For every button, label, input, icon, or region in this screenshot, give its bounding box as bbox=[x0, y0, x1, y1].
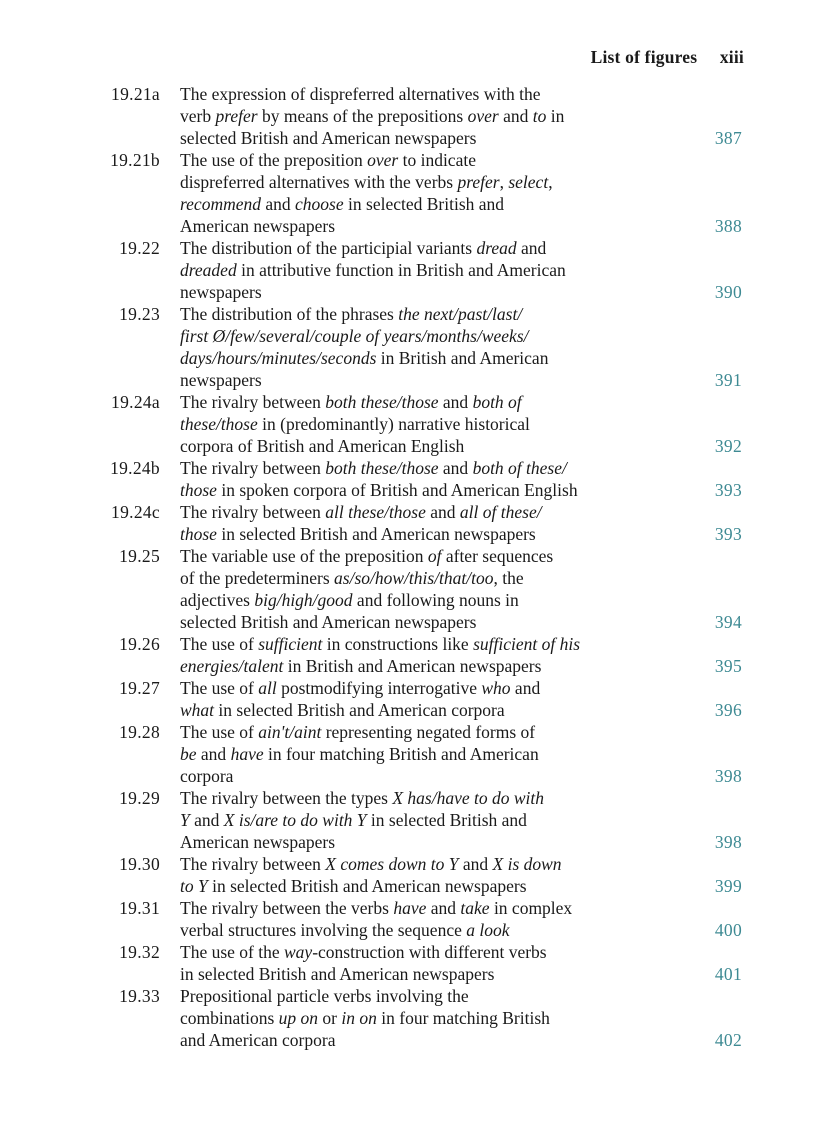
caption-italic-segment: first Ø/few/several/couple of years/months/weeks/ bbox=[180, 326, 529, 346]
caption-segment: representing negated forms of bbox=[321, 722, 536, 742]
caption-line bbox=[180, 171, 648, 193]
caption-line bbox=[180, 281, 648, 303]
caption-line bbox=[180, 655, 648, 677]
figure-caption bbox=[180, 853, 648, 897]
caption-segment: in British and American newspapers bbox=[283, 656, 542, 676]
caption-segment: Prepositional particle verbs involving the bbox=[180, 986, 469, 1006]
caption-italic-segment: recommend bbox=[180, 194, 261, 214]
caption-line bbox=[180, 105, 648, 127]
caption-italic-segment: X comes down to Y bbox=[325, 854, 459, 874]
caption-segment: -construction with different verbs bbox=[312, 942, 547, 962]
figure-caption bbox=[180, 501, 648, 545]
caption-italic-segment: to Y bbox=[180, 876, 208, 896]
caption-segment: corpora bbox=[180, 766, 234, 786]
figure-page-link[interactable]: 393 bbox=[714, 524, 742, 544]
caption-line bbox=[180, 743, 648, 765]
caption-italic-segment: be bbox=[180, 744, 197, 764]
caption-segment: in constructions like bbox=[322, 634, 474, 654]
figure-page-link[interactable]: 395 bbox=[714, 656, 742, 676]
caption-segment: The rivalry between bbox=[180, 854, 326, 874]
caption-segment: and bbox=[189, 810, 224, 830]
caption-segment: in selected British and American newspapers bbox=[180, 964, 495, 984]
caption-segment: The use of the preposition bbox=[180, 150, 368, 170]
caption-italic-segment: up on bbox=[278, 1008, 319, 1028]
caption-italic-segment: prefer bbox=[457, 172, 500, 192]
figure-list bbox=[0, 83, 816, 1051]
figure-caption bbox=[180, 83, 648, 149]
caption-segment: in selected British and bbox=[343, 194, 505, 214]
caption-italic-segment: a look bbox=[466, 920, 510, 940]
caption-italic-segment: who bbox=[481, 678, 511, 698]
figure-page-link[interactable]: 392 bbox=[714, 436, 742, 456]
caption-segment: in complex bbox=[489, 898, 573, 918]
caption-segment: The rivalry between the types bbox=[180, 788, 393, 808]
caption-italic-segment: all bbox=[258, 678, 277, 698]
figure-entry bbox=[0, 457, 816, 501]
figure-entry bbox=[0, 391, 816, 457]
caption-italic-segment: in on bbox=[341, 1008, 377, 1028]
caption-segment: American newspapers bbox=[180, 832, 336, 852]
caption-italic-segment: all of these/ bbox=[459, 502, 542, 522]
caption-line bbox=[180, 831, 648, 853]
figure-number: 19.23 bbox=[119, 304, 160, 324]
figure-number: 19.26 bbox=[119, 634, 160, 654]
caption-segment: in British and American bbox=[376, 348, 549, 368]
caption-segment: , the bbox=[493, 568, 524, 588]
caption-segment: to indicate bbox=[398, 150, 476, 170]
caption-segment: and bbox=[196, 744, 231, 764]
figure-entry bbox=[0, 545, 816, 633]
figure-caption bbox=[180, 237, 648, 303]
caption-segment: adjectives bbox=[180, 590, 255, 610]
caption-line bbox=[180, 589, 648, 611]
figure-page-link[interactable]: 391 bbox=[714, 370, 742, 390]
figure-caption bbox=[180, 985, 648, 1051]
caption-italic-segment: dread bbox=[476, 238, 517, 258]
caption-italic-segment: as/so/how/this/that/too bbox=[334, 568, 494, 588]
figure-page-link[interactable]: 398 bbox=[714, 766, 742, 786]
caption-segment: The use of bbox=[180, 634, 259, 654]
caption-italic-segment: prefer bbox=[215, 106, 258, 126]
caption-segment: The use of bbox=[180, 722, 259, 742]
caption-segment: dispreferred alternatives with the verbs bbox=[180, 172, 458, 192]
caption-italic-segment: energies/talent bbox=[180, 656, 284, 676]
caption-line bbox=[180, 809, 648, 831]
caption-italic-segment: way bbox=[284, 942, 313, 962]
caption-segment: and American corpora bbox=[180, 1030, 336, 1050]
caption-italic-segment: sufficient bbox=[258, 634, 323, 654]
caption-segment: in selected British and American newspapers bbox=[207, 876, 527, 896]
caption-segment: and following nouns in bbox=[352, 590, 519, 610]
caption-line bbox=[180, 193, 648, 215]
figure-page-link[interactable]: 400 bbox=[714, 920, 742, 940]
figure-entry bbox=[0, 303, 816, 391]
caption-line bbox=[180, 567, 648, 589]
figure-number: 19.30 bbox=[119, 854, 160, 874]
figure-entry bbox=[0, 149, 816, 237]
figure-page-link[interactable]: 401 bbox=[714, 964, 742, 984]
caption-line bbox=[180, 919, 648, 941]
figure-caption bbox=[180, 545, 648, 633]
caption-line bbox=[180, 347, 648, 369]
figure-caption bbox=[180, 941, 648, 985]
figure-number: 19.25 bbox=[119, 546, 160, 566]
caption-line bbox=[180, 941, 648, 963]
caption-segment: The use of bbox=[180, 678, 259, 698]
figure-number: 19.33 bbox=[119, 986, 160, 1006]
caption-italic-segment: X has/have to do with bbox=[392, 788, 545, 808]
caption-italic-segment: have bbox=[393, 898, 427, 918]
caption-segment: and bbox=[426, 898, 461, 918]
caption-segment: The rivalry between the verbs bbox=[180, 898, 394, 918]
caption-line bbox=[180, 699, 648, 721]
caption-segment: or bbox=[318, 1008, 342, 1028]
caption-segment: in spoken corpora of British and American English bbox=[216, 480, 578, 500]
caption-line bbox=[180, 545, 648, 567]
caption-segment: in four matching British and American bbox=[263, 744, 539, 764]
caption-italic-segment: ain't/aint bbox=[258, 722, 322, 742]
caption-italic-segment: big/high/good bbox=[254, 590, 353, 610]
caption-segment: The distribution of the phrases bbox=[180, 304, 399, 324]
caption-line bbox=[180, 83, 648, 105]
caption-segment: in selected British and American newspapers bbox=[216, 524, 536, 544]
caption-segment: verbal structures involving the sequence bbox=[180, 920, 467, 940]
caption-italic-segment: to bbox=[532, 106, 547, 126]
figure-caption bbox=[180, 303, 648, 391]
figure-page-link[interactable]: 399 bbox=[714, 876, 742, 896]
caption-italic-segment: these/those bbox=[180, 414, 258, 434]
caption-italic-segment: choose bbox=[295, 194, 344, 214]
figure-entry bbox=[0, 633, 816, 677]
caption-segment: American newspapers bbox=[180, 216, 336, 236]
figure-number: 19.24a bbox=[111, 392, 160, 412]
running-head-page-number: xiii bbox=[719, 47, 744, 67]
figure-entry bbox=[0, 721, 816, 787]
caption-segment: The use of the bbox=[180, 942, 284, 962]
caption-line bbox=[180, 435, 648, 457]
caption-italic-segment: have bbox=[230, 744, 264, 764]
caption-line bbox=[180, 677, 648, 699]
caption-italic-segment: both of bbox=[472, 392, 522, 412]
running-head bbox=[591, 47, 744, 68]
caption-segment: The rivalry between bbox=[180, 392, 326, 412]
caption-line bbox=[180, 523, 648, 545]
caption-segment: in (predominantly) narrative historical bbox=[257, 414, 530, 434]
figure-number: 19.29 bbox=[119, 788, 160, 808]
caption-line bbox=[180, 787, 648, 809]
figure-number: 19.21b bbox=[110, 150, 160, 170]
figure-caption bbox=[180, 721, 648, 787]
figure-page-link[interactable]: 402 bbox=[714, 1030, 742, 1050]
figure-caption bbox=[180, 633, 648, 677]
figure-entry bbox=[0, 501, 816, 545]
figure-entry bbox=[0, 83, 816, 149]
figure-caption bbox=[180, 391, 648, 457]
caption-line bbox=[180, 391, 648, 413]
caption-segment: newspapers bbox=[180, 282, 262, 302]
caption-italic-segment: select bbox=[508, 172, 549, 192]
figure-page-link[interactable]: 396 bbox=[714, 700, 742, 720]
caption-italic-segment: both these/those bbox=[325, 392, 439, 412]
caption-italic-segment: those bbox=[180, 524, 217, 544]
figure-entry bbox=[0, 941, 816, 985]
caption-segment: by means of the prepositions bbox=[257, 106, 468, 126]
caption-line bbox=[180, 325, 648, 347]
caption-line bbox=[180, 303, 648, 325]
caption-italic-segment: take bbox=[460, 898, 490, 918]
caption-segment: after sequences bbox=[441, 546, 554, 566]
figure-number: 19.24b bbox=[110, 458, 160, 478]
caption-segment: in four matching British bbox=[376, 1008, 550, 1028]
figure-page-link[interactable]: 393 bbox=[714, 480, 742, 500]
caption-italic-segment: Y bbox=[180, 810, 190, 830]
caption-segment: in attributive function in British and American bbox=[236, 260, 566, 280]
caption-italic-segment: both of these/ bbox=[472, 458, 567, 478]
caption-line bbox=[180, 215, 648, 237]
figure-number: 19.28 bbox=[119, 722, 160, 742]
caption-line bbox=[180, 611, 648, 633]
figure-page-link[interactable]: 387 bbox=[714, 128, 742, 148]
figure-page-link[interactable]: 394 bbox=[714, 612, 742, 632]
caption-line bbox=[180, 413, 648, 435]
caption-segment: selected British and American newspapers bbox=[180, 128, 477, 148]
caption-segment: and bbox=[498, 106, 533, 126]
caption-italic-segment: sufficient of his bbox=[473, 634, 581, 654]
caption-segment: and bbox=[516, 238, 547, 258]
caption-italic-segment: over bbox=[367, 150, 399, 170]
caption-italic-segment: days/hours/minutes/seconds bbox=[180, 348, 377, 368]
figure-entry bbox=[0, 853, 816, 897]
caption-segment: and bbox=[261, 194, 296, 214]
caption-italic-segment: of bbox=[427, 546, 442, 566]
caption-line bbox=[180, 721, 648, 743]
figure-entry bbox=[0, 897, 816, 941]
figure-number: 19.32 bbox=[119, 942, 160, 962]
caption-segment: , bbox=[548, 172, 553, 192]
caption-segment: postmodifying interrogative bbox=[276, 678, 482, 698]
caption-line bbox=[180, 765, 648, 787]
figure-entry bbox=[0, 677, 816, 721]
caption-segment: in selected British and bbox=[366, 810, 527, 830]
figure-number: 19.24c bbox=[111, 502, 160, 522]
caption-line bbox=[180, 875, 648, 897]
figure-caption bbox=[180, 677, 648, 721]
caption-segment: in bbox=[546, 106, 565, 126]
caption-segment: The rivalry between bbox=[180, 458, 326, 478]
figure-page-link[interactable]: 390 bbox=[714, 282, 742, 302]
figure-page-link[interactable]: 388 bbox=[714, 216, 742, 236]
caption-segment: The distribution of the participial variants bbox=[180, 238, 477, 258]
caption-line bbox=[180, 237, 648, 259]
caption-italic-segment: X is/are to do with Y bbox=[223, 810, 367, 830]
caption-line bbox=[180, 985, 648, 1007]
caption-line bbox=[180, 633, 648, 655]
caption-segment: verb bbox=[180, 106, 216, 126]
running-head-title: List of figures bbox=[590, 47, 698, 67]
figure-number: 19.21a bbox=[111, 84, 160, 104]
figure-entry bbox=[0, 985, 816, 1051]
caption-segment: selected British and American newspapers bbox=[180, 612, 477, 632]
caption-line bbox=[180, 149, 648, 171]
caption-segment: and bbox=[438, 458, 473, 478]
caption-line bbox=[180, 1007, 648, 1029]
caption-segment: and bbox=[458, 854, 493, 874]
caption-segment: The expression of dispreferred alternatives with the bbox=[180, 84, 541, 104]
caption-line bbox=[180, 127, 648, 149]
caption-segment: corpora of British and American English bbox=[180, 436, 465, 456]
caption-segment: of the predeterminers bbox=[180, 568, 335, 588]
caption-line bbox=[180, 259, 648, 281]
caption-segment: in selected British and American corpora bbox=[214, 700, 505, 720]
caption-segment: newspapers bbox=[180, 370, 262, 390]
caption-italic-segment: those bbox=[180, 480, 217, 500]
caption-line bbox=[180, 897, 648, 919]
caption-line bbox=[180, 853, 648, 875]
figure-caption bbox=[180, 787, 648, 853]
caption-segment: and bbox=[510, 678, 541, 698]
figure-caption bbox=[180, 457, 648, 501]
caption-italic-segment: dreaded bbox=[180, 260, 237, 280]
caption-line bbox=[180, 457, 648, 479]
caption-segment: The variable use of the preposition bbox=[180, 546, 428, 566]
figure-number: 19.22 bbox=[119, 238, 160, 258]
figure-page-link[interactable]: 398 bbox=[714, 832, 742, 852]
caption-segment: , bbox=[499, 172, 509, 192]
figure-entry bbox=[0, 237, 816, 303]
caption-line bbox=[180, 1029, 648, 1051]
caption-italic-segment: all these/those bbox=[325, 502, 426, 522]
caption-italic-segment: both these/those bbox=[325, 458, 439, 478]
figure-number: 19.31 bbox=[119, 898, 160, 918]
figure-caption bbox=[180, 897, 648, 941]
caption-italic-segment: X is down bbox=[492, 854, 562, 874]
caption-segment: combinations bbox=[180, 1008, 279, 1028]
caption-italic-segment: what bbox=[180, 700, 215, 720]
caption-line bbox=[180, 479, 648, 501]
caption-segment: and bbox=[438, 392, 473, 412]
caption-line bbox=[180, 501, 648, 523]
figure-entry bbox=[0, 787, 816, 853]
caption-segment: The rivalry between bbox=[180, 502, 326, 522]
caption-segment: and bbox=[425, 502, 460, 522]
caption-italic-segment: the next/past/last/ bbox=[398, 304, 523, 324]
figure-caption bbox=[180, 149, 648, 237]
caption-italic-segment: over bbox=[467, 106, 499, 126]
caption-line bbox=[180, 963, 648, 985]
caption-line bbox=[180, 369, 648, 391]
figure-number: 19.27 bbox=[119, 678, 160, 698]
